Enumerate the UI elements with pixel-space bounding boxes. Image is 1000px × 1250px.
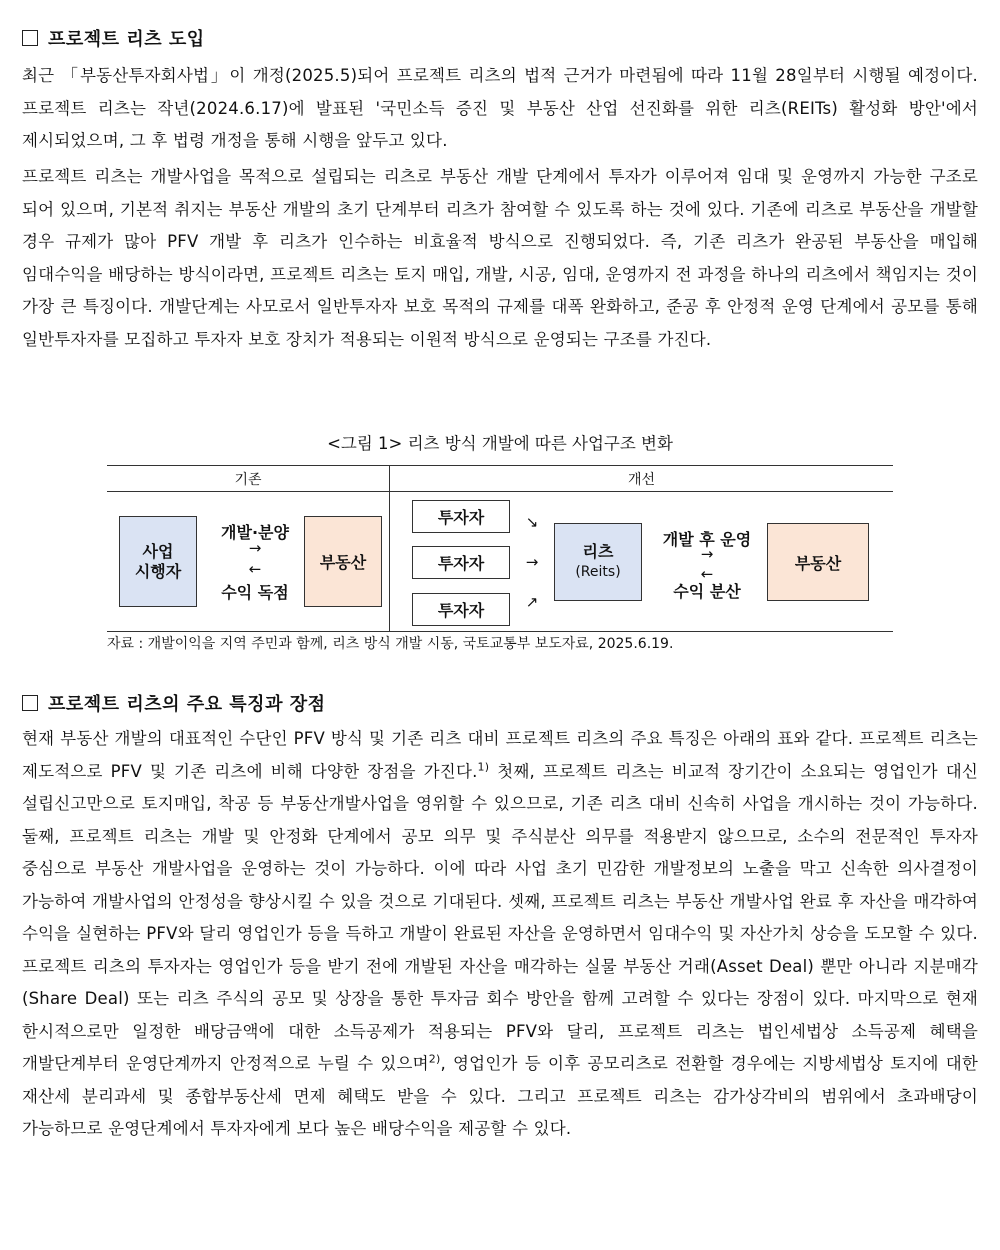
after-flow-bottom-label: 수익 분산 bbox=[673, 582, 741, 601]
section-heading-text: 프로젝트 리츠의 주요 특징과 장점 bbox=[48, 694, 326, 715]
investor-arrow-up-right-icon: ↗ bbox=[525, 593, 539, 611]
developer-label-line1: 사업 bbox=[142, 541, 174, 561]
before-arrow-right-icon: → bbox=[248, 539, 262, 557]
investor-arrow-down-right-icon: ↘ bbox=[525, 513, 539, 531]
investor-label-1: 투자자 bbox=[437, 508, 485, 527]
before-flow-top-label: 개발·분양 bbox=[221, 523, 289, 542]
after-real-estate-box bbox=[767, 523, 869, 601]
section-heading-project-reits-intro bbox=[22, 25, 205, 51]
checkbox-bullet-icon bbox=[22, 30, 38, 46]
investor-label-2: 투자자 bbox=[437, 554, 485, 573]
reits-box bbox=[554, 523, 642, 601]
paragraph-project-reits-structure: 프로젝트 리츠는 개발사업을 목적으로 설립되는 리츠로 부동산 개발 단계에서 투자가 이루어져 임대 및 운영까지 가능한 구조로 되어 있으며, 기본적 취지는 부동산 개발의 초기 단계부터 리츠가 참여할 수 있도록 하는 것에 있다. 기존에 리츠로 부동산을 개발할 경우 규제가 많아 PFV 개발 후 리츠가 인수하는 비효율적 방식으로 진행되었다. 즉, 기존 리츠가 완공된 부동산을 매입해 임대수익을 배당하는 방식이라면, 프로젝트 리츠는 토지 매입, 개발, 시공, 임대, 운영까지 전 과정을 하나의 리츠에서 책임지는 것이 가장 큰 특징이다. 개발단계는 사모로서 일반투자자 보호 목적의 규제를 대폭 완화하고, 준공 후 안정적 운영 단계에서 공모를 통해 일반투자자를 모집하고 투자자 보호 장치가 적용되는 이원적 방식으로 운영되는 구조를 가진다. bbox=[22, 167, 978, 349]
after-real-estate-label: 부동산 bbox=[794, 553, 842, 573]
paragraph-intro: 최근 「부동산투자회사법」이 개정(2025.5)되어 프로젝트 리츠의 법적 근거가 마련됨에 따라 11월 28일부터 시행될 예정이다. 프로젝트 리츠는 작년(2024.6.17)에 발표된 '국민소득 증진 및 부동산 산업 선진화를 위한 리츠(REITs) 활성화 방안'에서 제시되었으며, 그 후 법령 개정을 통해 시행을 앞두고 있다. bbox=[22, 66, 978, 150]
reits-label-line1: 리츠 bbox=[582, 542, 614, 561]
paragraph-features-part2: 첫째, 프로젝트 리츠는 비교적 장기간이 소요되는 영업인가 대신 설립신고만으로 토지매입, 착공 등 부동산개발사업을 영위할 수 있으므로, 기존 리츠 대비 신속히 사업을 개시하는 것이 가능하다. 둘째, 프로젝트 리츠는 개발 및 안정화 단계에서 공모 의무 및 주식분산 의무를 적용받지 않으므로, 소수의 전문적인 투자자 중심으로 부동산 개발사업을 운영하는 것이 가능하다. 이에 따라 사업 초기 민감한 개발정보의 노출을 막고 신속한 의사결정이 가능하여 개발사업의 안정성을 향상시킬 수 있을 것으로 기대된다. 셋째, 프로젝트 리츠는 부동산 개발사업 완료 후 자산을 매각하여 수익을 실현하는 PFV와 달리 영업인가 등을 득하고 개발이 완료된 자산을 운영하면서 임대수익 및 자산가치 상승을 도모할 수 있다. 프로젝트 리츠의 투자자는 영업인가 등을 받기 전에 개발된 자산을 매각하는 실물 부동산 거래(Asset Deal) 뿐만 아니라 지분매각(Share Deal) 또는 리츠 주식의 공모 및 상장을 통한 투자금 회수 방안을 함께 고려할 수 있다는 장점이 있다. 마지막으로 현재 한시적으로만 일정한 배당금액에 대한 소득공제가 적용되는 PFV와 달리, 프로젝트 리츠는 법인세법상 소득공제 혜택을 개발단계부터 운영단계까지 안정적으로 누릴 수 있으며 bbox=[22, 761, 978, 1073]
before-flow-bottom-label: 수익 독점 bbox=[221, 583, 289, 602]
investor-box-1 bbox=[412, 500, 510, 533]
figure-top-rule bbox=[107, 465, 893, 466]
figure-source-note: 자료 : 개발이익을 지역 주민과 함께, 리츠 방식 개발 시동, 국토교통부 보도자료, 2025.6.19. bbox=[107, 636, 674, 652]
reits-label-line2: (Reits) bbox=[575, 564, 621, 580]
figure-column-divider bbox=[389, 465, 390, 631]
developer-label-line2: 시행자 bbox=[134, 561, 182, 581]
figure-business-structure bbox=[107, 465, 893, 631]
investor-arrow-right-icon: → bbox=[525, 553, 539, 571]
figure-header-after: 개선 bbox=[627, 472, 656, 488]
paragraph-features-part1: 현재 부동산 개발의 대표적인 수단인 PFV 방식 및 기존 리츠 대비 프로젝트 리츠의 주요 특징은 아래의 표와 같다. 프로젝트 리츠는 제도적으로 PFV 및 기존 리츠에 비해 다양한 장점을 가진다. bbox=[22, 729, 978, 781]
figure-header-before: 기존 bbox=[234, 472, 262, 488]
before-real-estate-label: 부동산 bbox=[319, 553, 367, 572]
investor-label-3: 투자자 bbox=[437, 601, 485, 620]
investor-box-2 bbox=[412, 546, 510, 579]
paragraph-features bbox=[22, 723, 978, 1146]
before-arrow-left-icon: ← bbox=[248, 560, 262, 578]
figure-bottom-rule bbox=[107, 631, 893, 632]
checkbox-bullet-icon bbox=[22, 695, 38, 711]
footnote-ref-1[interactable]: 1) bbox=[477, 760, 490, 773]
figure-header-rule bbox=[107, 491, 893, 492]
investor-box-3 bbox=[412, 593, 510, 626]
paragraph-features-part3: , 영업인가 등 이후 공모리츠로 전환할 경우에는 지방세법상 토지에 대한 재산세 분리과세 및 종합부동산세 면제 혜택도 받을 수 있다. 그리고 프로젝트 리츠는 감가상각비의 범위에서 초과배당이 가능하므로 운영단계에서 투자자에게 보다 높은 배당수익을 제공할 수 있다. bbox=[22, 1054, 979, 1138]
figure-title: <그림 1> 리츠 방식 개발에 따른 사업구조 변화 bbox=[327, 434, 673, 453]
after-arrow-left-icon: ← bbox=[700, 565, 714, 583]
after-arrow-right-icon: → bbox=[700, 545, 714, 563]
before-real-estate-box bbox=[304, 516, 382, 607]
after-flow-top-label: 개발 후 운영 bbox=[662, 530, 752, 549]
footnote-ref-2[interactable]: 2) bbox=[428, 1052, 441, 1066]
section-heading-features-advantages bbox=[22, 690, 326, 716]
section-heading-text: 프로젝트 리츠 도입 bbox=[48, 29, 205, 50]
developer-box bbox=[119, 516, 197, 607]
